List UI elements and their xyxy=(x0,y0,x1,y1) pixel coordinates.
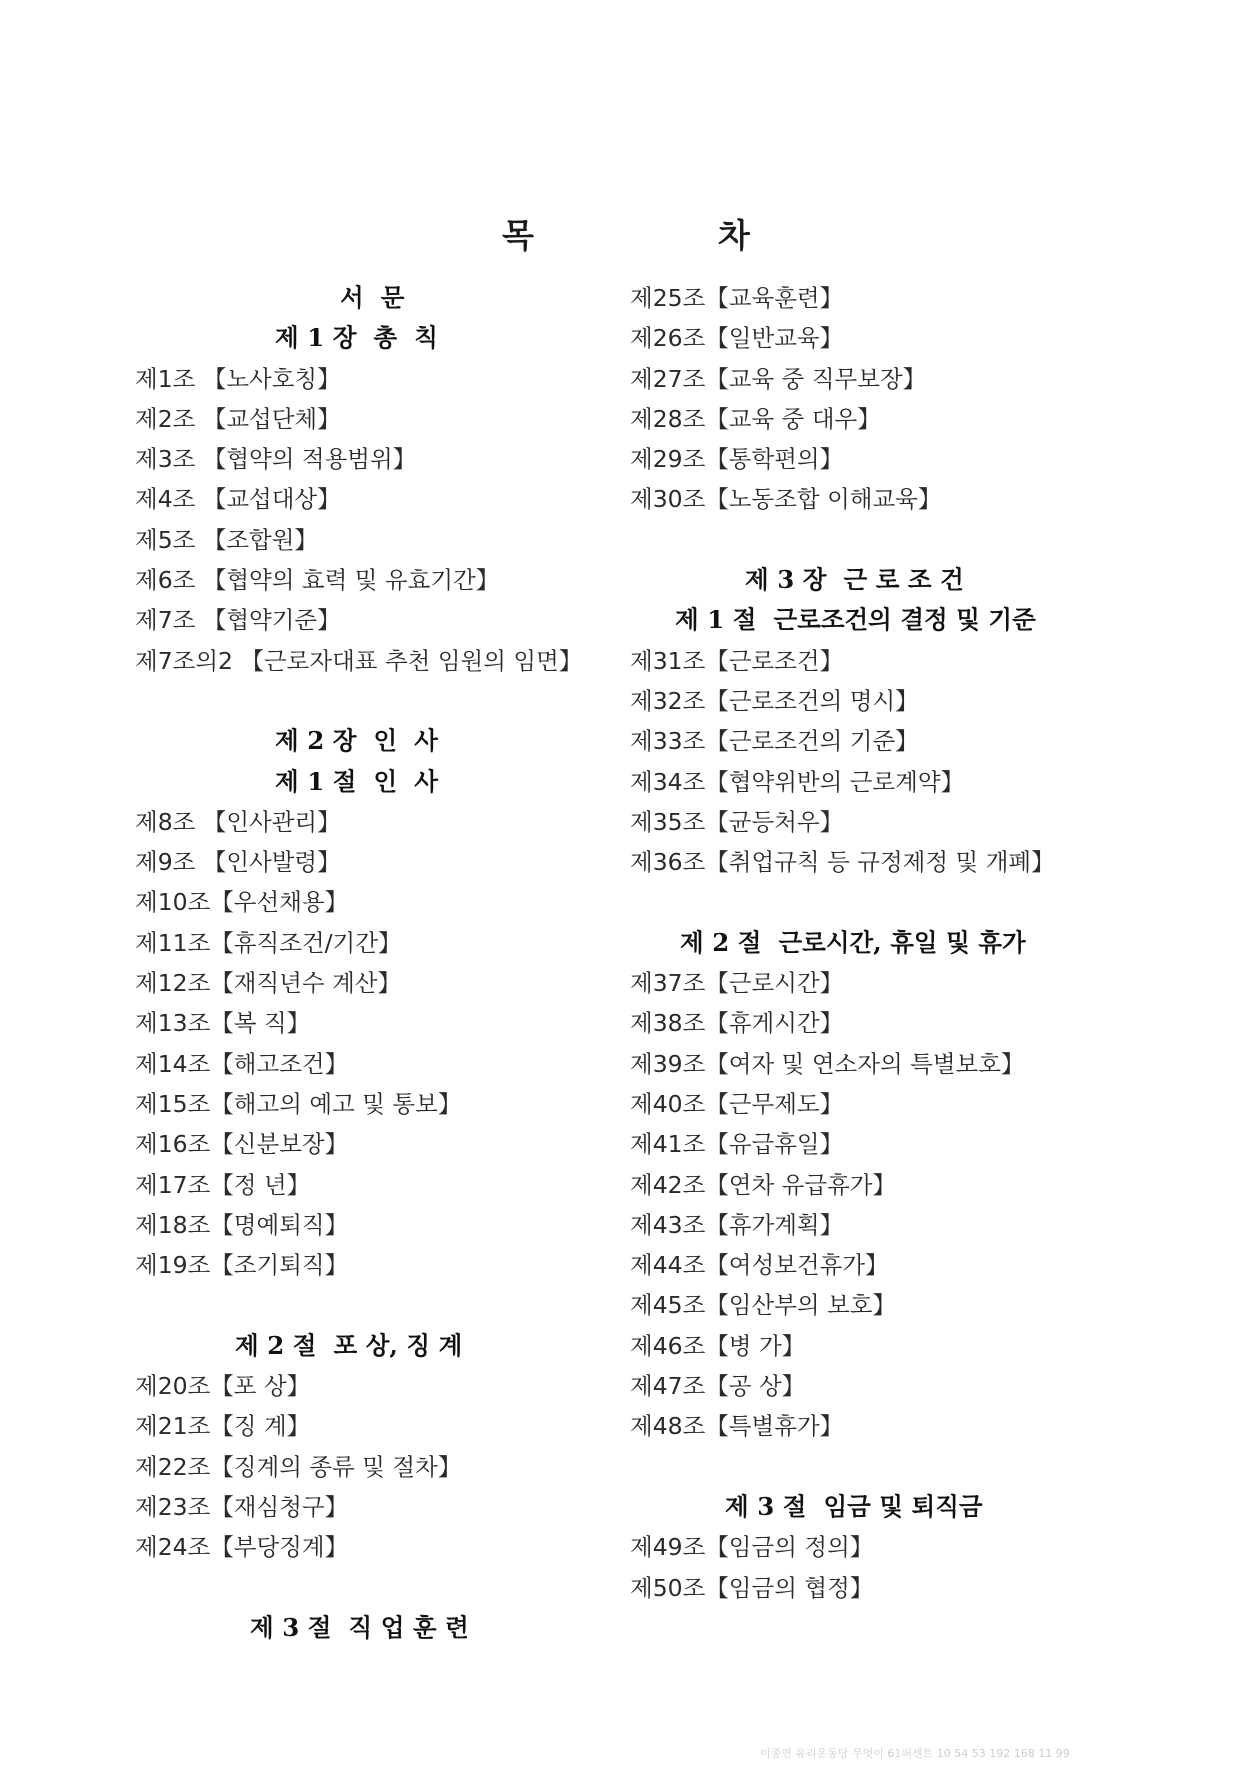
toc-article-entry: 제8조 【인사관리】 xyxy=(135,807,341,836)
toc-article-entry: 제33조【근로조건의 기준】 xyxy=(630,727,919,756)
toc-article-entry: 제27조【교육 중 직무보장】 xyxy=(630,364,927,393)
toc-article-entry: 제7조 【협약기준】 xyxy=(135,606,341,635)
toc-article-entry: 제24조【부당징계】 xyxy=(135,1533,349,1562)
toc-article-entry: 제50조【임금의 협정】 xyxy=(630,1573,874,1602)
toc-article-entry: 제3조 【협약의 적용범위】 xyxy=(135,445,417,474)
toc-article-entry: 제42조【연차 유급휴가】 xyxy=(630,1170,896,1199)
toc-spacer xyxy=(135,681,615,721)
toc-section-heading: 제 1 절 근로조건의 결정 및 기준 xyxy=(675,605,1036,635)
toc-article-entry: 제6조 【협약의 효력 및 유효기간】 xyxy=(135,566,500,595)
toc-article-entry: 제11조【휴직조건/기간】 xyxy=(135,928,402,957)
toc-article-entry: 제26조【일반교육】 xyxy=(630,324,844,353)
toc-article-entry: 제25조【교육훈련】 xyxy=(630,284,844,312)
toc-article-entry: 제15조【해고의 예고 및 통보】 xyxy=(135,1089,462,1118)
toc-section-heading: 제 3 장 근 로 조 건 xyxy=(745,565,964,595)
toc-article-entry: 제9조 【인사발령】 xyxy=(135,848,341,877)
toc-article-entry: 제32조【근로조건의 명시】 xyxy=(630,686,919,715)
toc-left-column xyxy=(135,278,615,1648)
toc-article-entry: 제31조【근로조건】 xyxy=(630,646,844,675)
toc-article-entry: 제16조【신분보장】 xyxy=(135,1130,349,1159)
toc-spacer xyxy=(135,1285,615,1325)
toc-article-entry: 제29조【통학편의】 xyxy=(630,445,844,474)
toc-article-entry: 제35조【균등처우】 xyxy=(630,807,844,836)
toc-article-entry: 제4조 【교섭대상】 xyxy=(135,485,341,514)
page-title-right: 차 xyxy=(718,216,750,255)
toc-spacer xyxy=(630,520,1110,560)
toc-spacer xyxy=(630,1447,1110,1487)
page-title-left: 목 xyxy=(502,216,534,255)
toc-article-entry: 제13조【복 직】 xyxy=(135,1009,311,1038)
page-title xyxy=(0,210,1250,260)
toc-section-heading: 제 3 절 임금 및 퇴직금 xyxy=(725,1491,983,1521)
toc-article-entry: 제17조【정 년】 xyxy=(135,1170,311,1199)
toc-article-entry: 제49조【임금의 정의】 xyxy=(630,1533,874,1562)
toc-article-entry: 제28조【교육 중 대우】 xyxy=(630,404,881,433)
toc-article-entry: 제37조【근로시간】 xyxy=(630,969,844,998)
toc-section-heading: 제 2 장 인 사 xyxy=(275,726,438,756)
toc-article-entry: 제2조 【교섭단체】 xyxy=(135,404,341,433)
toc-article-entry: 제5조 【조합원】 xyxy=(135,525,318,554)
toc-section-heading: 서 문 xyxy=(340,283,405,312)
toc-article-entry: 제48조【특별휴가】 xyxy=(630,1412,844,1441)
toc-article-entry: 제43조【휴가계획】 xyxy=(630,1210,844,1239)
toc-article-entry: 제46조【병 가】 xyxy=(630,1331,806,1360)
toc-article-entry: 제22조【징계의 종류 및 절차】 xyxy=(135,1452,462,1481)
toc-section-heading: 제 1 장 총 칙 xyxy=(275,323,438,353)
toc-article-entry: 제21조【징 계】 xyxy=(135,1412,311,1441)
toc-article-entry: 제23조【재심청구】 xyxy=(135,1492,349,1521)
toc-article-entry: 제18조【명예퇴직】 xyxy=(135,1210,349,1239)
toc-section-heading: 제 3 절 직 업 훈 련 xyxy=(250,1612,469,1642)
toc-article-entry: 제44조【여성보건휴가】 xyxy=(630,1251,889,1280)
toc-article-entry: 제34조【협약위반의 근로계약】 xyxy=(630,767,965,796)
toc-article-entry: 제41조【유급휴일】 xyxy=(630,1130,844,1159)
toc-article-entry: 제47조【공 상】 xyxy=(630,1372,806,1401)
print-footer-watermark: 이종연 유리운동당 무엇이 61퍼센트 10 54 53 192 168 11 99 xyxy=(760,1747,1070,1760)
toc-spacer xyxy=(630,882,1110,922)
toc-section-heading: 제 2 절 포 상, 징 계 xyxy=(235,1330,463,1360)
toc-right-column xyxy=(630,278,1110,1608)
toc-article-entry: 제30조【노동조합 이해교육】 xyxy=(630,485,942,514)
toc-article-entry: 제45조【임산부의 보호】 xyxy=(630,1291,896,1320)
toc-article-entry: 제39조【여자 및 연소자의 특별보호】 xyxy=(630,1049,1025,1078)
toc-article-entry: 제40조【근무제도】 xyxy=(630,1089,844,1118)
toc-article-entry: 제38조【휴게시간】 xyxy=(630,1009,844,1038)
toc-article-entry: 제12조【재직년수 계산】 xyxy=(135,969,401,998)
toc-article-entry: 제10조【우선채용】 xyxy=(135,888,349,917)
toc-article-entry: 제7조의2 【근로자대표 추천 임원의 임면】 xyxy=(135,646,583,675)
toc-article-entry: 제36조【취업규칙 등 규정제정 및 개폐】 xyxy=(630,848,1055,877)
toc-spacer xyxy=(135,1568,615,1608)
toc-section-heading: 제 2 절 근로시간, 휴일 및 휴가 xyxy=(680,927,1026,957)
toc-article-entry: 제20조【포 상】 xyxy=(135,1372,311,1401)
toc-article-entry: 제14조【해고조건】 xyxy=(135,1049,349,1078)
toc-article-entry: 제1조 【노사호칭】 xyxy=(135,364,341,393)
toc-section-heading: 제 1 절 인 사 xyxy=(275,766,438,796)
toc-article-entry: 제19조【조기퇴직】 xyxy=(135,1251,349,1280)
